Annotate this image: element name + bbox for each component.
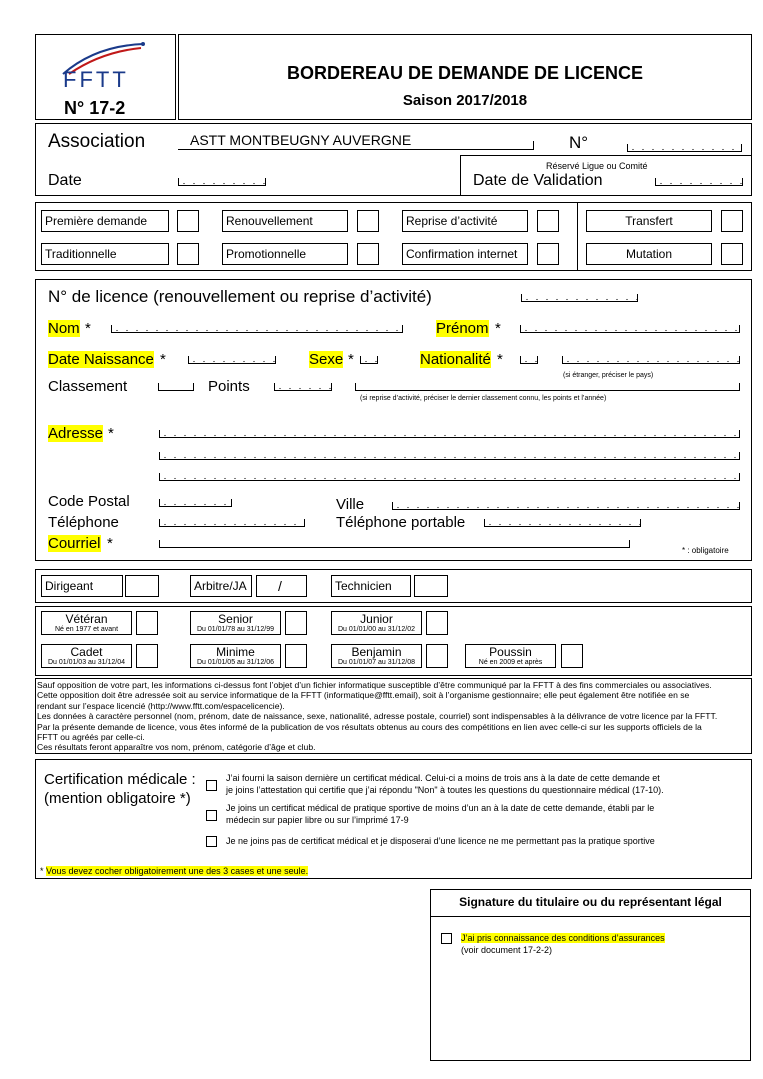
nom-label: Nom [48,320,80,337]
page-title: BORDEREAU DE DEMANDE DE LICENCE [286,63,644,83]
signature-box [430,889,751,1061]
medical-option-3: Je ne joins pas de certificat médical et je disposerai d’une licence ne me permettant pas la pratique sportive [226,836,655,846]
prenom-label: Prénom [436,320,489,337]
legal-line: Sauf opposition de votre part, les informations ci-dessus font l’objet d’un fichier informatique susceptible d’être communiqué par la FFTT à des fins commerciales ou associatives. [37,680,712,690]
reserved-note: Réservé Ligue ou Comité [546,161,648,171]
poussin-checkbox[interactable] [561,644,583,668]
medical-option-2-checkbox[interactable] [206,810,217,821]
logo-text: FFTT [63,67,129,92]
association-underline [178,149,534,150]
insurance-checkbox[interactable] [441,933,452,944]
technicien-checkbox[interactable] [414,575,448,597]
adresse-star: * [108,425,114,442]
courriel-star: * [107,535,113,552]
legal-line: Cette opposition doit être adressée soit au service informatique de la FFTT (informatique@fftt.email), soit à l’organisme gestionnaire; elle peut également être notifiée en se [37,690,690,701]
nationalite-code-field[interactable] [520,356,538,364]
nationalite-star: * [497,351,503,368]
season: Saison 2017/2018 [402,92,528,109]
telephone-portable-label: Téléphone portable [336,514,466,531]
date-field[interactable] [178,178,266,186]
date-naissance-star: * [160,351,166,368]
medical-option-2-line-1: Je joins un certificat médical de pratique sportive de moins d’un an à la date de cette demande, établi par le [226,803,655,813]
telephone-field[interactable] [159,519,305,527]
ville-field[interactable] [392,502,740,510]
telephone-portable-field[interactable] [484,519,641,527]
medical-option-2-line-2: médecin sur papier libre ou sur l’imprimé 17-9 [226,815,409,825]
classement-field[interactable] [158,383,194,391]
foreign-note: (si étranger, préciser le pays) [563,372,654,379]
association-label: Association [48,131,146,152]
insurance-text: J’ai pris connaissance des conditions d’assurances [461,933,665,943]
courriel-label: Courriel [48,535,101,552]
mutation-checkbox[interactable] [721,243,743,265]
arbitre-slash: / [278,578,282,594]
ville-label: Ville [336,496,365,513]
legal-line: FFTT ou agréés par celle-ci. [37,732,145,743]
arbitre-label: Arbitre/JA [190,575,252,597]
category-cadet: Cadet Du 01/01/03 au 31/12/04 [41,644,132,668]
senior-checkbox[interactable] [285,611,307,635]
insurance-doc-ref: (voir document 17-2-2) [461,945,553,955]
legal-text [37,680,749,753]
validation-label: Date de Validation [473,172,603,189]
date-naissance-label: Date Naissance [48,351,154,368]
reprise-checkbox[interactable] [537,210,559,232]
association-line-end [533,141,534,150]
medical-title-2: (mention obligatoire *) [44,790,191,807]
code-postal-field[interactable] [159,499,232,507]
courriel-field[interactable] [159,540,630,548]
reprise-details-field[interactable] [355,383,740,391]
nom-star: * [85,320,91,337]
number-label: N° [569,133,589,152]
points-field[interactable] [274,383,332,391]
dirigeant-checkbox[interactable] [125,575,159,597]
junior-checkbox[interactable] [426,611,448,635]
adresse-line-3[interactable] [159,473,740,481]
medical-option-1-line-1: J’ai fourni la saison dernière un certificat médical. Celui-ci a moins de trois ans à la date de cette demande et [226,773,660,783]
renouvellement-checkbox[interactable] [357,210,379,232]
benjamin-checkbox[interactable] [426,644,448,668]
medical-option-1-checkbox[interactable] [206,780,217,791]
adresse-line-1[interactable] [159,430,740,438]
telephone-label: Téléphone [48,514,119,531]
medical-option-3-checkbox[interactable] [206,836,217,847]
classement-label: Classement [48,378,128,395]
adresse-line-2[interactable] [159,452,740,460]
renouvellement-label: Renouvellement [222,210,348,232]
code-postal-label: Code Postal [48,493,130,510]
medical-note-star: * [40,866,44,876]
validation-divider [460,155,752,156]
medical-note: Vous devez cocher obligatoirement une des 3 cases et une seule. [46,866,309,876]
nationalite-country-field[interactable] [562,356,740,364]
obligatoire-note: * : obligatoire [682,546,729,555]
category-poussin: Poussin Né en 2009 et après [465,644,556,668]
form-number: N° 17-2 [64,98,126,118]
veteran-checkbox[interactable] [136,611,158,635]
category-junior: Junior Du 01/01/00 au 31/12/02 [331,611,422,635]
signature-title-divider [430,916,751,917]
prenom-field[interactable] [520,325,740,333]
licence-number-label: N° de licence (renouvellement ou reprise d’activité) [48,287,432,306]
adresse-label: Adresse [48,425,104,442]
association-value[interactable]: ASTT MONTBEUGNY AUVERGNE [190,132,412,148]
points-label: Points [208,378,250,395]
category-veteran: Vétéran Né en 1977 et avant [41,611,132,635]
dirigeant-label: Dirigeant [41,575,123,597]
legal-line: rendant sur l’espace licencié (http://www.fftt.com/espacelicencie). [37,700,285,711]
licence-number-field[interactable] [521,294,638,302]
confirmation-label: Confirmation internet [402,243,528,265]
reprise-note: (si reprise d’activité, préciser le dernier classement connu, les points et l’année) [360,395,607,402]
request-type-divider [577,202,578,271]
traditionnelle-checkbox[interactable] [177,243,199,265]
sexe-star: * [348,351,354,368]
nationalite-label: Nationalité [420,351,491,368]
medical-option-1-line-2: je joins l’attestation qui certifie que j’ai répondu "Non" à toutes les questions du questionnaire médical (17-10). [226,785,664,795]
minime-checkbox[interactable] [285,644,307,668]
transfert-label: Transfert [586,210,712,232]
legal-line: Par la présente demande de licence, vous êtes informé de la publication de vos résultats obtenus au cours des compétitions en lien avec celle-ci sur les supports officiels de la [37,721,702,732]
category-benjamin: Benjamin Du 01/01/07 au 31/12/08 [331,644,422,668]
reprise-label: Reprise d’activité [402,210,528,232]
mutation-label: Mutation [586,243,712,265]
association-number-field[interactable] [627,144,742,152]
promotionnelle-checkbox[interactable] [357,243,379,265]
nom-field[interactable] [111,325,403,333]
sexe-label: Sexe [309,351,344,368]
promotionnelle-label: Promotionnelle [222,243,348,265]
confirmation-checkbox[interactable] [537,243,559,265]
category-minime: Minime Du 01/01/05 au 31/12/06 [190,644,281,668]
validation-divider-v [460,155,461,196]
premiere-demande-label: Première demande [41,210,169,232]
validation-date-field[interactable] [655,178,743,186]
date-naissance-field[interactable] [188,356,276,364]
category-senior: Senior Du 01/01/78 au 31/12/99 [190,611,281,635]
prenom-star: * [495,320,501,337]
technicien-label: Technicien [331,575,411,597]
transfert-checkbox[interactable] [721,210,743,232]
cadet-checkbox[interactable] [136,644,158,668]
medical-title-1: Certification médicale : [44,771,196,788]
signature-title: Signature du titulaire ou du représentant légal [459,895,722,909]
legal-line: Les données à caractère personnel (nom, prénom, date de naissance, sexe, nationalité, adresse postale, courriel) sont indispensables à la délivrance de votre licence par la FFTT. [37,711,718,722]
traditionnelle-label: Traditionnelle [41,243,169,265]
sexe-field[interactable] [360,356,378,364]
legal-line: Ces résultats feront apparaître vos nom, prénom, catégorie d’âge et club. [37,742,316,753]
premiere-demande-checkbox[interactable] [177,210,199,232]
date-label: Date [48,172,82,189]
